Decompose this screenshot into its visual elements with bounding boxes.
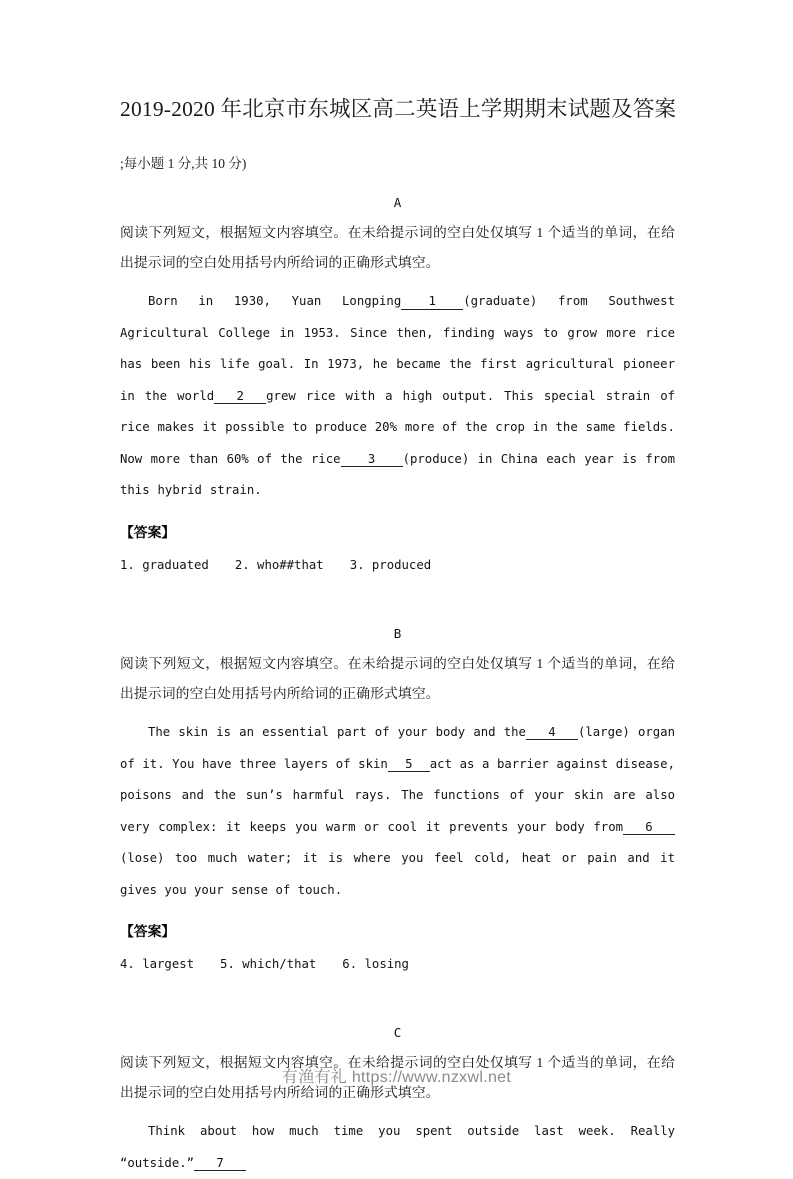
answer-label-a: 【答案】 bbox=[120, 524, 176, 540]
section-a-passage bbox=[120, 278, 675, 507]
score-note: ;每小题 1 分,共 10 分) bbox=[120, 155, 247, 171]
answer-blank-1[interactable]: 1 bbox=[401, 295, 463, 309]
answer-item: 5. which/that bbox=[220, 956, 317, 971]
page-title: 2019-2020 年北京市东城区高二英语上学期期末试题及答案 bbox=[120, 97, 677, 121]
section-letter-c: C bbox=[393, 1025, 402, 1041]
section-a-instruction: 阅读下列短文，根据短文内容填空。在未给提示词的空白处仅填写 1 个适当的单词，在给出提示词的空白处用括号内所给词的正确形式填空。 bbox=[120, 225, 675, 271]
answer-blank-2[interactable]: 2 bbox=[214, 390, 266, 404]
passage-text-part: (lose) too much water; it is where you feel cold, heat or pain and it gives you your sense of touch. bbox=[120, 851, 675, 897]
section-a bbox=[120, 173, 675, 574]
answer-item: 6. losing bbox=[342, 956, 409, 971]
answer-blank-5[interactable]: 5 bbox=[388, 758, 430, 772]
passage-text-part: (graduate) from Southwest Agricultural College in 1953. Since then, finding ways to grow more rice has been his life goal. In 1973, he became the first agricultural pioneer in the world bbox=[120, 294, 675, 403]
section-letter-a: A bbox=[393, 195, 402, 211]
section-letter-b: B bbox=[393, 626, 402, 642]
section-c-instruction: 阅读下列短文，根据短文内容填空。在未给提示词的空白处仅填写 1 个适当的单词，在给出提示词的空白处用括号内所给词的正确形式填空。 bbox=[120, 1055, 675, 1101]
answer-blank-7[interactable]: 7 bbox=[194, 1157, 246, 1171]
footer-watermark: 有渔有礼 https://www.nzxwl.net bbox=[281, 1069, 512, 1086]
passage-text-part: act as a barrier against disease, poisons and the sun’s harmful rays. The functions of your skin are also very complex: it keeps you warm or cool it prevents your body from bbox=[120, 756, 675, 834]
answer-item: 1. graduated bbox=[120, 557, 209, 572]
passage-text-part: (large) organ of it. You have three layers of skin bbox=[120, 725, 675, 771]
answer-item: 3. produced bbox=[349, 557, 432, 572]
passage-text-part: Think about how much time you spent outside last week. Really “outside.” bbox=[120, 1124, 675, 1170]
answer-item: 2. who##that bbox=[234, 557, 324, 572]
section-b-instruction: 阅读下列短文，根据短文内容填空。在未给提示词的空白处仅填写 1 个适当的单词，在给出提示词的空白处用括号内所给词的正确形式填空。 bbox=[120, 656, 675, 702]
passage-text-part: (produce) in China each year is from this hybrid strain. bbox=[120, 451, 675, 498]
answer-label-b: 【答案】 bbox=[120, 924, 176, 940]
answer-item: 4. largest bbox=[120, 956, 195, 971]
passage-text-part: grew rice with a high output. This special strain of rice makes it possible to produce 20% more of the crop in the same fields. Now more than 60% of the rice bbox=[120, 388, 675, 466]
section-b bbox=[120, 574, 675, 973]
answer-list-b bbox=[120, 943, 675, 973]
passage-text-part: The skin is an essential part of your body and the bbox=[148, 725, 526, 740]
section-c-passage bbox=[120, 1108, 675, 1179]
answer-blank-3[interactable]: 3 bbox=[341, 453, 403, 467]
answer-blank-4[interactable]: 4 bbox=[526, 726, 578, 740]
answer-blank-6[interactable]: 6 bbox=[623, 821, 675, 835]
section-b-passage bbox=[120, 709, 675, 906]
answer-list-a bbox=[120, 544, 675, 574]
passage-text-part: Born in 1930, Yuan Longping bbox=[148, 294, 402, 309]
